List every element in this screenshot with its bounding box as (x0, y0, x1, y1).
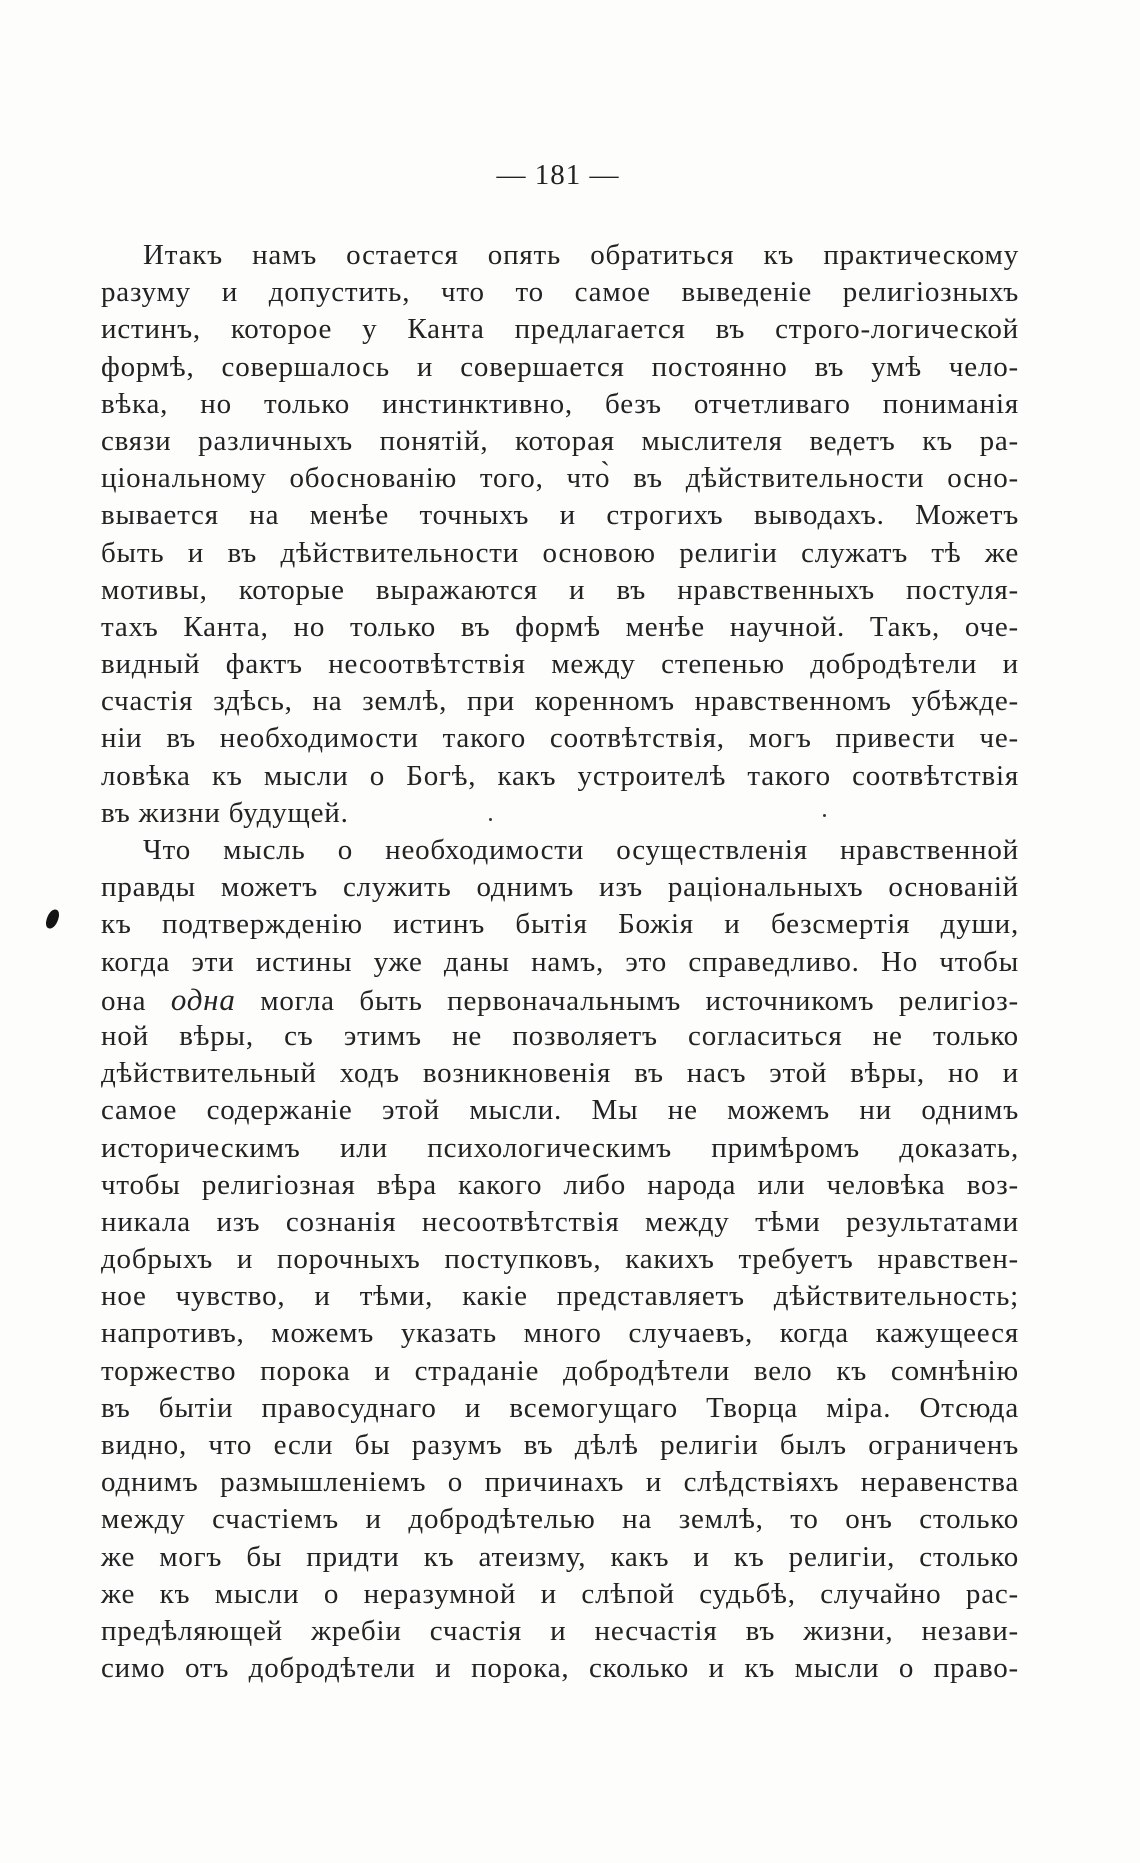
text-line: ловѣка къ мысли о Богѣ, какъ устроителѣ такого соотвѣтствія (101, 759, 1019, 792)
text-line: напротивъ, можемъ указать много случаевъ, когда кажущееся (101, 1317, 1019, 1350)
text-line: вѣка, но только инстинктивно, безъ отчетливаго пониманія (101, 387, 1019, 420)
text-line: тахъ Канта, но только въ формѣ менѣе научной. Такъ, оче- (101, 610, 1019, 643)
text-line: Итакъ намъ остается опять обратиться къ практическому (143, 239, 1019, 271)
text-line: торжество порока и страданіе добродѣтели вело къ сомнѣнію (101, 1354, 1019, 1387)
page-number: — 181 — (496, 159, 620, 191)
text-line-with-emphasis (101, 981, 1019, 1018)
text-line: истинъ, которое у Канта предлагается въ строго-логической (101, 313, 1019, 346)
text-line: когда эти истины уже даны намъ, это справедливо. Но чтобы (101, 945, 1019, 978)
text-line: же къ мысли о неразумной и слѣпой судьбѣ, случайно рас- (101, 1577, 1019, 1610)
text-line: правды можетъ служить однимъ изъ раціональныхъ основаній (101, 871, 1019, 904)
text-line: счастія здѣсь, на землѣ, при коренномъ нравственномъ убѣжде- (101, 685, 1019, 718)
text-line: самое содержаніе этой мысли. Мы не можемъ ни однимъ (101, 1094, 1019, 1127)
emphasized-word: одна (170, 981, 236, 1017)
text-line: симо отъ добродѣтели и порока, сколько и къ мысли о право- (101, 1652, 1019, 1685)
text-line: разуму и допустить, что то самое выведеніе религіозныхъ (101, 276, 1019, 309)
text-line: видный фактъ несоотвѣтствія между степенью добродѣтели и (101, 648, 1019, 681)
text-line: между счастіемъ и добродѣтелью на землѣ, то онъ столько (101, 1503, 1019, 1536)
text-line: ціональному обоснованію того, что̀ въ дѣйствительности осно- (101, 462, 1019, 495)
text-line: связи различныхъ понятій, которая мыслителя ведетъ къ ра- (101, 424, 1019, 457)
text-line: добрыхъ и порочныхъ поступковъ, какихъ требуетъ нравствен- (101, 1243, 1019, 1276)
text-line: быть и въ дѣйствительности основою религіи служатъ тѣ же (101, 536, 1019, 569)
body-text (101, 237, 1019, 1687)
text-line: дѣйствительный ходъ возникновенія въ насъ этой вѣры, но и (101, 1057, 1019, 1090)
text-line: чтобы религіозная вѣра какого либо народа или человѣка воз- (101, 1168, 1019, 1201)
text-line: Что мысль о необходимости осуществленія нравственной (143, 834, 1019, 866)
line-text-after: могла быть первоначальнымъ источникомъ религіоз- (260, 984, 1019, 1017)
text-line: вывается на менѣе точныхъ и строгихъ выводахъ. Можетъ (101, 499, 1019, 532)
text-line: ніи въ необходимости такого соотвѣтствія, могъ привести че- (101, 722, 1019, 755)
text-line: историческимъ или психологическимъ примѣромъ доказать, (101, 1131, 1019, 1164)
text-line: ное чувство, и тѣми, какіе представляетъ дѣйствительность; (101, 1280, 1019, 1313)
line-text-before: она (101, 984, 147, 1017)
text-line: въ жизни будущей. (101, 796, 349, 829)
text-line: въ бытіи правосуднаго и всемогущаго Творца міра. Отсюда (101, 1391, 1019, 1424)
ink-blot (44, 908, 61, 930)
text-line: къ подтвержденію истинъ бытія Божія и безсмертія души, (101, 908, 1019, 941)
text-line: мотивы, которые выражаются и въ нравственныхъ постуля- (101, 573, 1019, 606)
paragraph-1 (101, 237, 1019, 832)
text-line: однимъ размышленіемъ о причинахъ и слѣдствіяхъ неравенства (101, 1466, 1019, 1499)
text-line: же могъ бы придти къ атеизму, какъ и къ религіи, столько (101, 1540, 1019, 1573)
text-line: предѣляющей жребіи счастія и несчастія въ жизни, незави- (101, 1614, 1019, 1647)
text-line: ной вѣры, съ этимъ не позволяетъ согласиться не только (101, 1019, 1019, 1052)
text-line: видно, что если бы разумъ въ дѣлѣ религіи былъ ограниченъ (101, 1429, 1019, 1461)
paragraph-2 (101, 832, 1019, 1687)
text-line: никала изъ сознанія несоотвѣтствія между тѣми результатами (101, 1205, 1019, 1238)
text-line: формѣ, совершалось и совершается постоянно въ умѣ чело- (101, 350, 1019, 383)
